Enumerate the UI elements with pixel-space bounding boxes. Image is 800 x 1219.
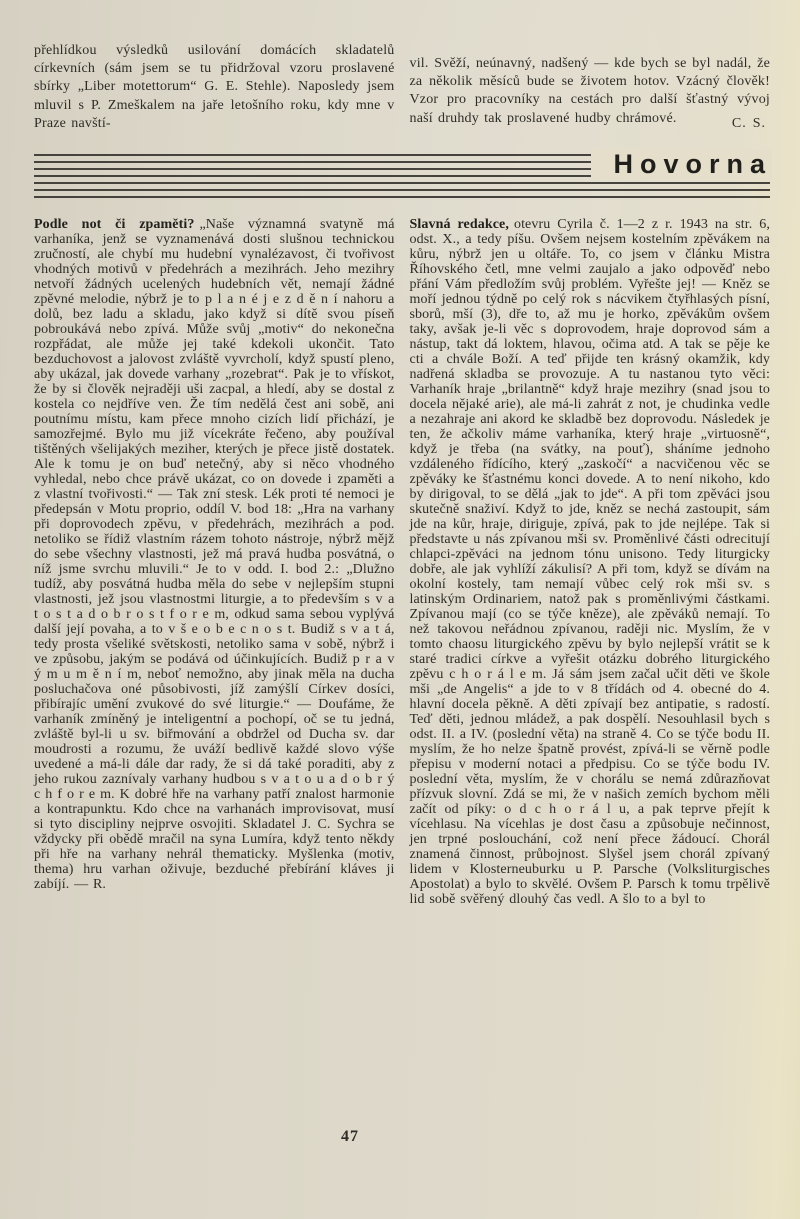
page-number: 47 [341,1128,359,1145]
continued-article-right-text: vil. Svěží, neúnavný, nadšený — kde bych se byl nadál, že za několik měsíců bude se životem hotov. Vzácný člověk! Vzor pro pracovníky na cestách pro další šťastný vývoj naší druhdy tak proslavené hudby chrámové. [409,56,770,126]
article-left [34,217,395,907]
continued-article-right-column [410,42,771,133]
divider-line [34,196,770,198]
article-right [410,217,771,907]
article-right-lead: Slavná redakce, [409,217,509,233]
article-left-lead: Podle not či zpaměti? [34,217,195,233]
article-left-body: „Naše významná svatyně má varhaníka, jenž se vyznamenává dosti slušnou technickou zručností, ale chybí mu hudební vynalézavost, či tvořivost vhodných motivů v předehrách a mezihrách. Jeho mezihry netvoří žádných ucelených hudebních vět, nemají žádné zpěvné melodie, nýbrž je to p l a n é j e z d ě n í nahoru a dolů, bez ladu a skladu, jako když si dítě svou píseň pobroukává nebo zpívá. Může svůj „motiv“ do nekonečna rozpřádat, ale může jej také kdekoli ukončit. Tato bezduchovost a jalovost zvláště vyvrcholí, když spustí pleno, aby ukázal, jak dovede varhany „rozebrat“. Pak je to vřískot, že by si člověk nejraději uši zacpal, a hledí, aby se dostal z kostela co nejdříve ven. Že tím nedělá čest ani sobě, ani poutnímu místu, kam přece mnoho cizích lidí přichází, je samozřejmé. Bylo mu již vícekráte řečeno, aby používal tištěných všelijakých meziher, kterých je přece jistě dostatek. Ale k tomu je on buď netečný, aby si něco vhodného vyhledal, nebo chce právě ukázat, co on dovede i zpaměti a z vlastní tvořivosti.“ — Tak zní stesk. Lék proti té nemoci je předepsán v Motu proprio, oddíl V. bod 18: „Hra na varhany při doprovodech zpěvu, v předehrách, mezihrách a pod. netoliko se řídiž vlastním rázem tohoto nástroje, nýbrž mějž do sebe všechny vlastnosti, jež má pravá hudba posvátná, o níž jsme svrchu mluvili.“ Je to v odd. I. bod 2.: „Dlužno tudíž, aby posvátná hudba měla do sebe v nejlepším stupni vlastnosti, jež jsou vlastnostmi liturgie, a to především s v a t o s t a d o b r o s t f o r e m, odkud sama sebou vyplývá další její povaha, a to v š e o b e c n o s t. Budiž s v a t á, tedy prosta všeliké světskosti, netoliko sama v sobě, nýbrž i ve způsobu, jakým se podává od účinkujících. Budiž p r a v ý m u m ě n í m, neboť nemožno, aby jinak měla na ducha posluchačova oné působivosti, jíž zamýšlí Církev dosíci, přibírajíc umění zvukové do své liturgie.“ — Doufáme, že varhaník zmíněný je inteligentní a pochopí, oč se tu jedná, zvláště byl-li u sv. biřmování a obdržel od Ducha sv. dar moudrosti a rozumu, že uváží bedlivě každé slovo výše uvedené a má-li dále dar rady, že si dá také poraditi, aby z jeho rukou zaznívaly varhany hudbou s v a t o u a d o b r ý c h f o r e m. K dobré hře na varhany patří znalost harmonie a kontrapunktu. Kdo chce na varhanách improvisovat, musí si tyto discipliny nejprve osvojiti. Skladatel J. C. Sychra se vždycky při obědě mračil na syna Lumíra, když tento někdy při hře na varhany nehrál thematicky. Myšlenka (motiv, thema) hru varhan oživuje, bezduché přebírání kláves ji zabíjí. — R. [34,217,395,893]
author-initials: C. S. [731,115,766,131]
article-right-body: otevru Cyrila č. 1—2 z r. 1943 na str. 6, odst. X., a tedy píšu. Ovšem nejsem kostelním zpěvákem na kůru, nýbrž jen u oltáře. To, co jsem v článku Mistra Říhovského četl, mne velmi zaujalo a jako odpověď nebo přání Vám předložím svůj problém. Vyřešte jej! — Kněz se moří jednou týdně po celý rok s nácvikem čtyřhlasých písní, sborů, mší (3), dře to, až mu je horko, zpěvákům ovšem taky, avšak je-li věc s doprovodem, hraje doprovod sám a nástup, takt dá loktem, hlavou, očima atd. A tak se pěje ke cti a chvále Boží. A teď přijde ten krásný okamžik, kdy nadřená skladba se provozuje. A tu nastanou tyto věci: Varhaník hraje „brilantně“ když hraje mezihry (snad jsou to docela nějaké arie), ale má-li zahrát z not, je chudinka vedle a nezahraje ani akord ke skladbě bez doprovodu. Následek je ten, že ačkoliv máme varhaníka, který hraje „virtuosně“, když je třeba (na svátky, na pouť), sháníme jednoho vzdáleného řídícího, který „zaskočí“ a nacvičenou věc se zpěváky ke šťastnému konci dovede. A to není nikoho, kdo by dirigoval, to se dělá „jak to jde“. A při tom zpěváci jsou skutečně snaživí. Když to jde, kněz se nechá zastoupit, sám jde na kůr, hraje, diriguje, zpívá, pak to jde nejlépe. Tak si představte u nás zpívanou mši sv. Proměnlivé části odrecitují chlapci-zpěváci na jednom tónu unisono. Tedy liturgicky dobře, ale jak vyhlíží zákulisí? A při tom, když se dívám na okolní kostely, tam nemají vůbec celý rok mši sv. s latinským Ordinariem, natož pak s proměnlivými částkami. Zpívanou mají (co se týče kněze), ale zpěváků nemají. To než takovou neřádnou zpívanou, raději nic. Myslím, že v tomto chaosu liturgického zpěvu by bylo nejlepší vrátit se k staré tradici církve a vyřešit otázku dobrého liturgického zpěvu c h o r á l e m. Já sám jsem začal učit děti ve škole mši „de Angelis“ a jde to v 8 třídách od 4. obecné do 4. hlavní docela pěkně. A děti zpívají bez antipatie, s radostí. Teď děti, jednou mládež, a pak dospělí. Nesouhlasil bych s odst. II. a IV. (poslední věta) na straně 4. Co se týče bodu II. myslím, že ho nelze špatně provést, zpívá-li se věrně podle přepisu v moderní notaci a předpisu. Co se týče bodu IV. poslední věta, myslím, že v chorálu se nemá zdůrazňovat přízvuk slovní. Zdá se mi, že v našich zemích bychom měli začít od píky: o d c h o r á l u, a pak teprve přejít k vícehlasu. Na vícehlas je dost času a způsobuje nečinnost, jen trpné poslouchání, což není přece žádoucí. Chorál znamená činnost, průbojnost. Slyšel jsem chorál zpívaný lidem v Klosterneuburku u P. Parsche (Volksliturgisches Apostolat) a bylo to skvělé. Ovšem P. Parsch k tomu trpělivě lid sobě svěřený dlouhý čas vedl. A šlo to a byl to [409,217,770,908]
divider-line [34,182,770,184]
section-title: Hovorna [591,149,772,180]
article-columns [0,204,800,907]
continued-article-left-column: přehlídkou výsledků usilování domácích skladatelů církevních (sám jsem se tu přidržoval vzoru proslavené sbírky „Liber motettorum“ G. E. Stehle). Naposledy jsem mluvil s P. Zmeškalem na jaře letošního roku, kdy mne v Praze navští- [34,43,395,131]
divider-line [34,189,770,191]
continued-article-section [0,0,800,133]
section-header-band [34,149,772,204]
